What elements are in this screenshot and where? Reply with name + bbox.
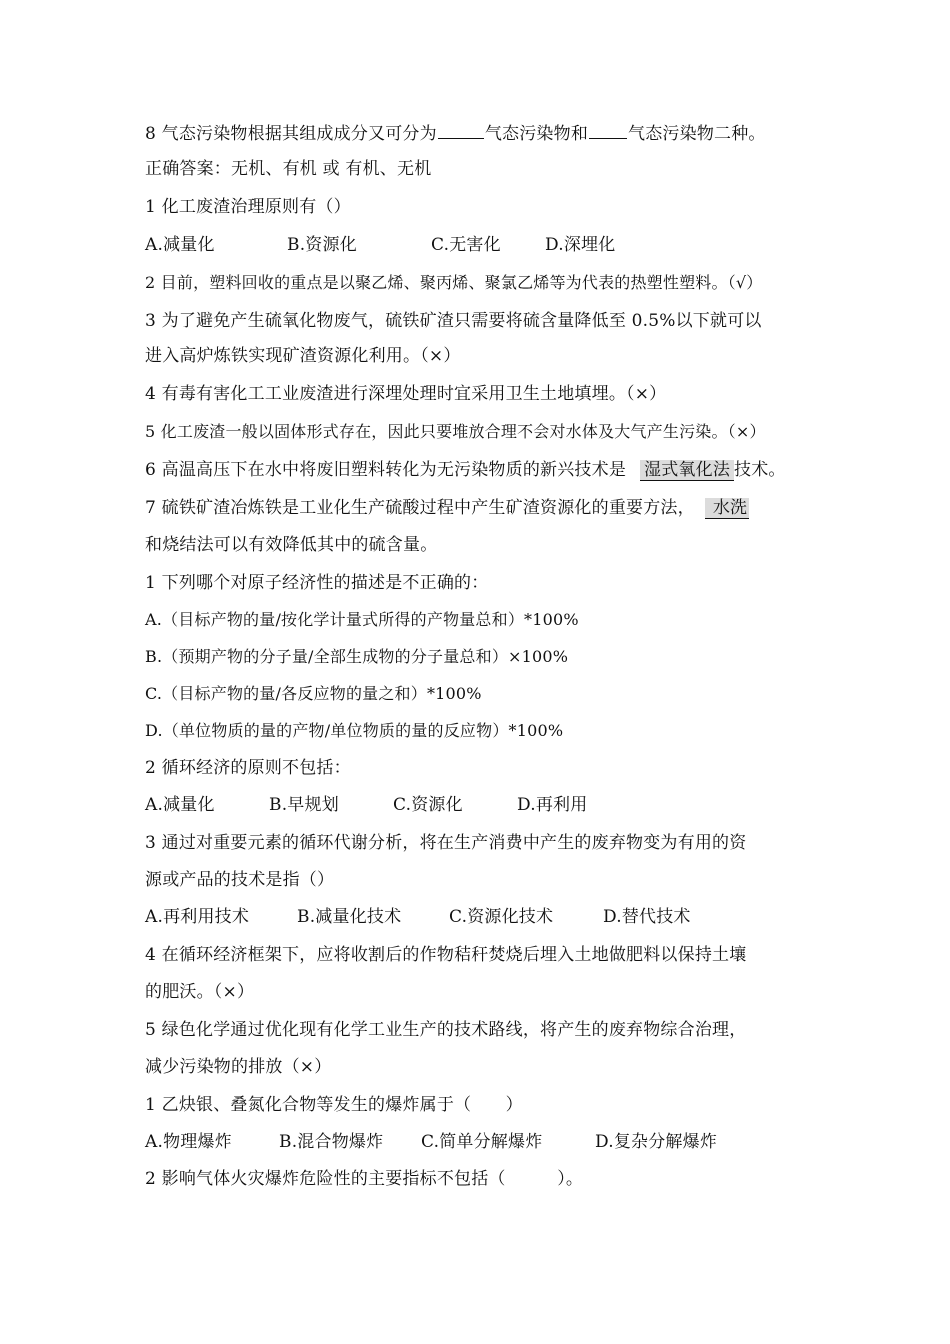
option-b: B.资源化	[287, 235, 357, 255]
question-text: 气态污染物和	[484, 124, 589, 144]
option-c: C.无害化	[431, 235, 501, 255]
options-row	[145, 234, 615, 256]
q7-fill-question	[145, 497, 749, 519]
option-c: C.简单分解爆炸	[421, 1132, 543, 1152]
option-d: D.替代技术	[603, 907, 691, 927]
question-text: 7 硫铁矿渣冶炼铁是工业化生产硫酸过程中产生矿渣资源化的重要方法，	[145, 498, 695, 518]
question-line: 3 通过对重要元素的循环代谢分析，将在生产消费中产生的废弃物变为有用的资	[145, 833, 747, 853]
question-line: 2 影响气体火灾爆炸危险性的主要指标不包括（ ）。	[145, 1169, 584, 1189]
question-line: 进入高炉炼铁实现矿渣资源化利用。（×）	[145, 346, 461, 366]
question-text: 8 气态污染物根据其组成成分又可分为	[145, 124, 437, 144]
option-line: D.（单位物质的量的产物/单位物质的量的反应物）*100%	[145, 721, 564, 740]
question-line: 4 有毒有害化工工业废渣进行深埋处理时宜采用卫生土地填埋。（×）	[145, 384, 667, 404]
option-line: A.（目标产物的量/按化学计量式所得的产物量总和）*100%	[145, 610, 579, 629]
question-text: 技术。	[734, 460, 786, 480]
options-row	[145, 1131, 717, 1153]
option-c: C.资源化技术	[449, 907, 554, 927]
question-text: 气态污染物二种。	[628, 124, 766, 144]
q8-blank-question	[145, 120, 766, 145]
answer-blank	[589, 120, 627, 139]
option-b: B.混合物爆炸	[279, 1132, 384, 1152]
question-line: 2 目前，塑料回收的重点是以聚乙烯、聚丙烯、聚氯乙烯等为代表的热塑性塑料。（√）	[145, 273, 763, 292]
question-line: 3 为了避免产生硫氧化物废气，硫铁矿渣只需要将硫含量降低至 0.5%以下就可以	[145, 311, 762, 331]
question-line: 的肥沃。（×）	[145, 982, 255, 1002]
question-line: 5 化工废渣一般以固体形式存在，因此只要堆放合理不会对水体及大气产生污染。（×）	[145, 422, 766, 441]
option-a: A.再利用技术	[145, 907, 250, 927]
q6-fill-question	[145, 459, 786, 481]
question-line: 2 循环经济的原则不包括：	[145, 758, 351, 778]
question-line: 1 乙炔银、叠氮化合物等发生的爆炸属于（ ）	[145, 1095, 523, 1115]
question-line: 4 在循环经济框架下，应将收割后的作物秸秆焚烧后埋入土地做肥料以保持土壤	[145, 945, 747, 965]
highlighted-answer: 水洗	[705, 498, 749, 519]
question-text: 6 高温高压下在水中将废旧塑料转化为无污染物质的新兴技术是	[145, 460, 627, 480]
option-a: A.物理爆炸	[145, 1132, 232, 1152]
option-line: C.（目标产物的量/各反应物的量之和）*100%	[145, 684, 482, 703]
question-line: 1 化工废渣治理原则有（）	[145, 197, 351, 217]
option-c: C.资源化	[393, 795, 463, 815]
option-d: D.复杂分解爆炸	[595, 1132, 718, 1152]
options-row	[145, 906, 691, 928]
option-a: A.减量化	[145, 235, 215, 255]
option-b: B.减量化技术	[297, 907, 402, 927]
option-a: A.减量化	[145, 795, 215, 815]
option-d: D.再利用	[517, 795, 588, 815]
answer-line: 正确答案：无机、有机 或 有机、无机	[145, 159, 432, 179]
option-b: B.早规划	[269, 795, 339, 815]
question-line: 源或产品的技术是指（）	[145, 870, 335, 890]
question-line: 减少污染物的排放（×）	[145, 1057, 332, 1077]
question-line: 和烧结法可以有效降低其中的硫含量。	[145, 535, 438, 555]
highlighted-answer: 湿式氧化法	[640, 460, 734, 481]
question-line: 5 绿色化学通过优化现有化学工业生产的技术路线，将产生的废弃物综合治理，	[145, 1020, 747, 1040]
options-row	[145, 794, 587, 816]
option-d: D.深埋化	[545, 235, 616, 255]
option-line: B.（预期产物的分子量/全部生成物的分子量总和）×100%	[145, 647, 569, 666]
question-line: 1 下列哪个对原子经济性的描述是不正确的：	[145, 573, 489, 593]
answer-blank	[438, 120, 484, 139]
